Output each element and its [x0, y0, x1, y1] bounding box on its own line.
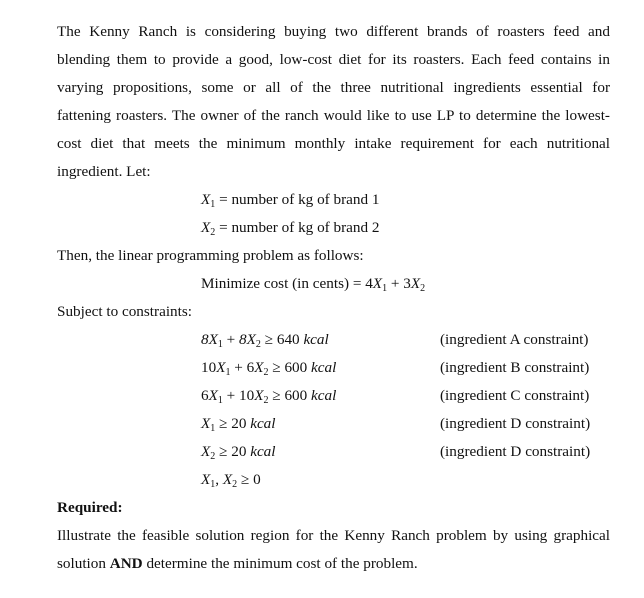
- paragraph-line-1: The Kenny Ranch is considering buying two different brands of roasters feed and: [57, 23, 610, 40]
- constraint-b-note: (ingredient B constraint): [440, 359, 590, 376]
- var-x2: $X_2$: [201, 219, 216, 238]
- objective-function: Minimize cost (in cents) = $4X_1 + 3X_2$: [201, 275, 426, 294]
- paragraph-line-4: fattening roasters. The owner of the ranch would like to use LP to determine the lowest-: [57, 107, 610, 124]
- constraint-d2: $X_2 \ge 20$ kcal: [201, 443, 276, 462]
- var-x1: $X_1$: [201, 191, 216, 210]
- required-line-2: solution AND determine the minimum cost of the problem.: [57, 555, 418, 572]
- definition-x1: [201, 190, 379, 210]
- paragraph-line-3: varying propositions, some or all of the three nutritional ingredients essential for: [57, 79, 610, 96]
- subject-to-label: Subject to constraints:: [57, 303, 192, 320]
- paragraph-line-5: cost diet that meets the minimum monthly intake requirement for each nutritional: [57, 135, 610, 152]
- constraint-d1-note: (ingredient D constraint): [440, 415, 591, 432]
- constraint-c-note: (ingredient C constraint): [440, 387, 590, 404]
- paragraph-line-2: blending them to provide a good, low-cost diet for its roasters. Each feed contains in: [57, 51, 610, 68]
- definition-x1-text: = number of kg of brand 1: [219, 191, 380, 208]
- lp-intro: Then, the linear programming problem as follows:: [57, 247, 364, 264]
- required-line-1: Illustrate the feasible solution region for the Kenny Ranch problem by using graphical: [57, 527, 610, 544]
- constraint-d2-note: (ingredient D constraint): [440, 443, 591, 460]
- constraint-d1: $X_1 \ge 20$ kcal: [201, 415, 276, 434]
- constraint-b: $10X_1 + 6X_2 \ge 600$ kcal: [201, 359, 337, 378]
- definition-x2: [201, 218, 379, 238]
- constraint-c: $6X_1 + 10X_2 \ge 600$ kcal: [201, 387, 337, 406]
- constraint-nonneg: $X_1$, $X_2 \ge 0$: [201, 471, 261, 490]
- constraint-a-note: (ingredient A constraint): [440, 331, 589, 348]
- required-heading: Required:: [57, 499, 123, 516]
- definition-x2-text: = number of kg of brand 2: [219, 219, 380, 236]
- constraint-a: $8X_1 + 8X_2 \ge 640$ kcal: [201, 331, 329, 350]
- paragraph-line-6: ingredient. Let:: [57, 163, 151, 180]
